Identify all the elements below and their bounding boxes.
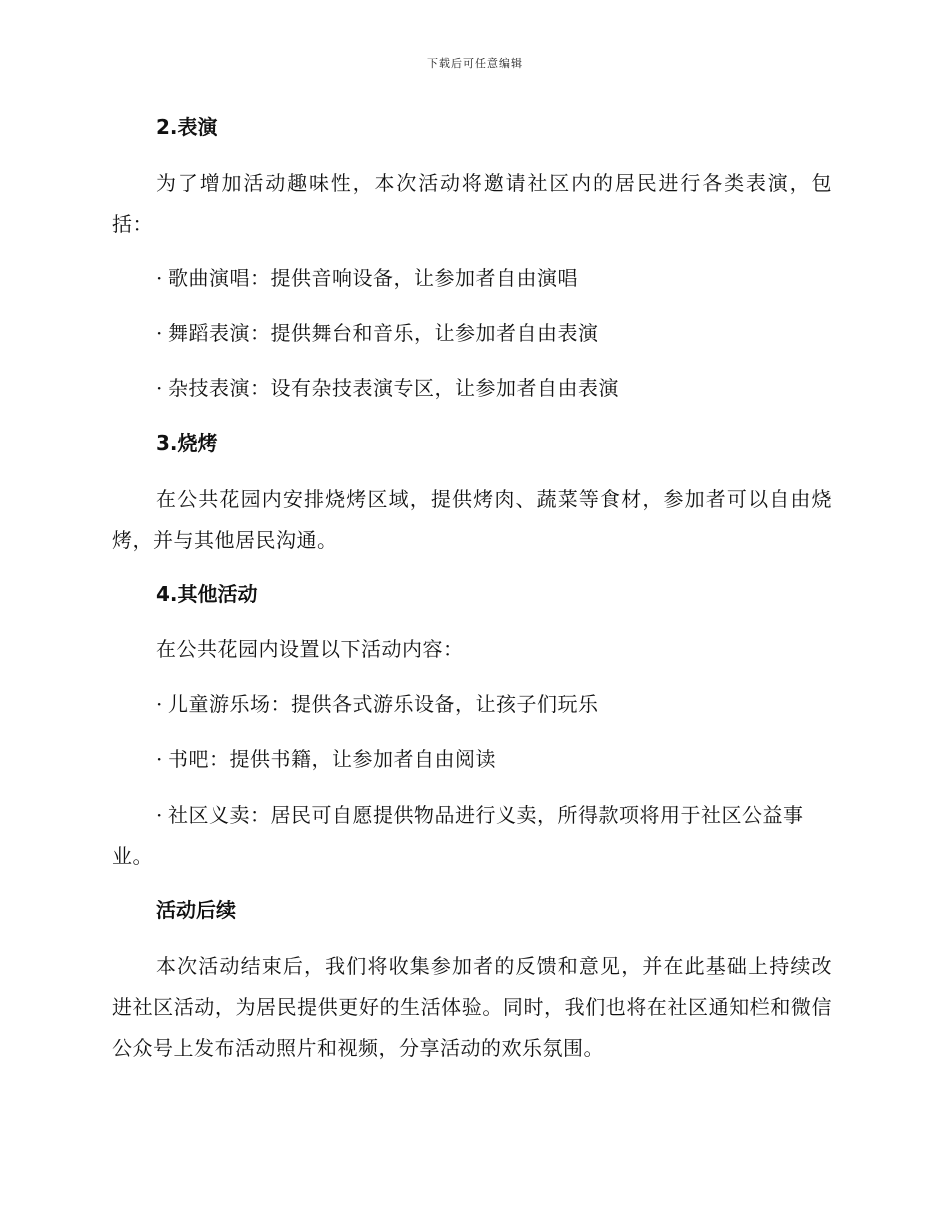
header-note: 下载后可任意编辑 xyxy=(427,57,523,70)
section-heading-bbq: 3.烧烤 xyxy=(156,431,218,455)
performance-intro: 为了增加活动趣味性，本次活动将邀请社区内的居民进行各类表演，包括： xyxy=(112,171,832,236)
bullet-icon: · xyxy=(156,376,163,400)
bullet-icon: · xyxy=(156,266,163,290)
list-item-text: 歌曲演唱：提供音响设备，让参加者自由演唱 xyxy=(168,266,578,290)
section-heading-performance: 2.表演 xyxy=(156,115,218,139)
list-item-text: 舞蹈表演：提供舞台和音乐，让参加者自由表演 xyxy=(168,321,599,345)
bullet-icon: · xyxy=(156,803,163,827)
bullet-icon: · xyxy=(156,747,163,771)
list-item xyxy=(112,369,832,407)
section-heading-other-activities: 4.其他活动 xyxy=(156,582,258,606)
list-item-text: 书吧：提供书籍，让参加者自由阅读 xyxy=(168,747,496,771)
bullet-icon: · xyxy=(156,692,163,716)
followup-body: 本次活动结束后，我们将收集参加者的反馈和意见，并在此基础上持续改进社区活动，为居民提供更好的生活体验。同时，我们也将在社区通知栏和微信公众号上发布活动照片和视频，分享活动的欢乐氛围。 xyxy=(112,954,832,1060)
list-item xyxy=(112,685,832,723)
other-activities-intro: 在公共花园内设置以下活动内容： xyxy=(156,637,464,661)
section-heading-followup: 活动后续 xyxy=(156,898,236,922)
document-body xyxy=(112,108,832,1083)
list-item xyxy=(112,314,832,352)
list-item-text: 儿童游乐场：提供各式游乐设备，让孩子们玩乐 xyxy=(168,692,599,716)
list-item-text: 杂技表演：设有杂技表演专区，让参加者自由表演 xyxy=(168,376,619,400)
bullet-icon: · xyxy=(156,321,163,345)
list-item-text: 社区义卖：居民可自愿提供物品进行义卖，所得款项将用于社区公益事业。 xyxy=(112,803,804,868)
bbq-body: 在公共花园内安排烧烤区域，提供烤肉、蔬菜等食材，参加者可以自由烧烤，并与其他居民沟通。 xyxy=(112,487,832,552)
list-item xyxy=(112,795,832,877)
list-item xyxy=(112,740,832,778)
list-item xyxy=(112,259,832,297)
